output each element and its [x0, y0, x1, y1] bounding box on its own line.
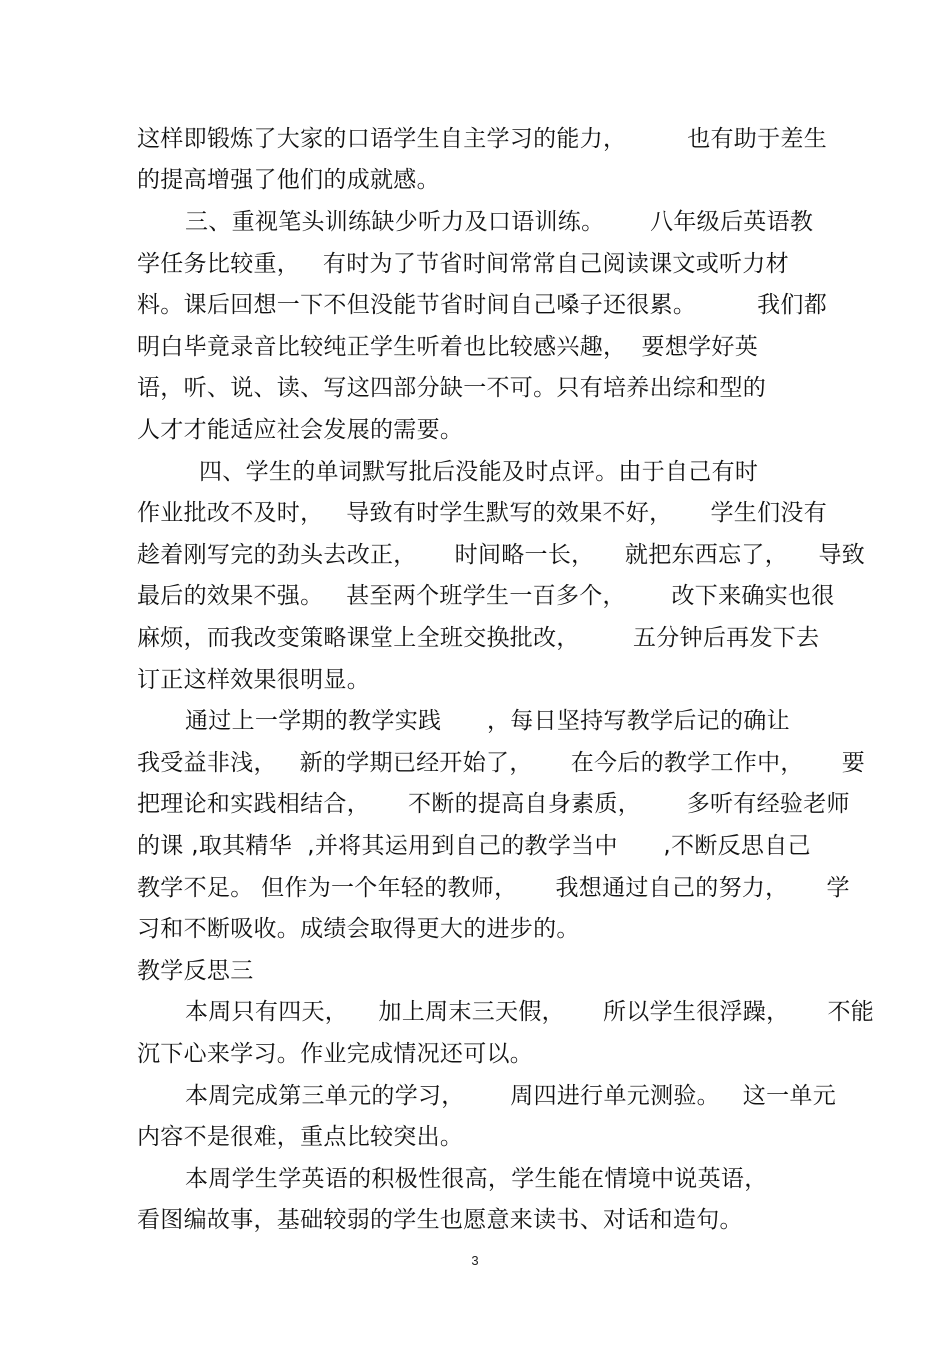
text-line: 人才才能适应社会发展的需要。	[137, 417, 464, 443]
text-line: 把理论和实践相结合， 不断的提高自身素质， 多听有经验老师	[137, 791, 850, 817]
text-line: 内容不是很难，重点比较突出。	[137, 1124, 464, 1150]
text-line: 沉下心来学习。作业完成情况还可以。	[137, 1041, 534, 1067]
text-line: 本周完成第三单元的学习， 周四进行单元测验。 这一单元	[185, 1083, 836, 1109]
text-line: 的提高增强了他们的成就感。	[137, 167, 440, 193]
text-line: 我受益非浅， 新的学期已经开始了， 在今后的教学工作中， 要	[137, 750, 866, 776]
text-line: 本周学生学英语的积极性很高，学生能在情境中说英语，	[185, 1166, 768, 1192]
text-line: 作业批改不及时， 导致有时学生默写的效果不好， 学生们没有	[137, 500, 827, 526]
page-number: 3	[471, 1253, 479, 1268]
text-line: 通过上一学期的教学实践 ，每日坚持写教学后记的确让	[185, 708, 790, 734]
text-line: 学任务比较重， 有时为了节省时间常常自己阅读课文或听力材	[137, 251, 789, 277]
text-line: 习和不断吸收。成绩会取得更大的进步的。	[137, 916, 580, 942]
text-line: 最后的效果不强。 甚至两个班学生一百多个， 改下来确实也很	[137, 583, 835, 609]
text-line: 订正这样效果很明显。	[137, 667, 370, 693]
text-line: 明白毕竟录音比较纯正学生听着也比较感兴趣， 要想学好英	[137, 334, 759, 360]
text-line: 料。课后回想一下不但没能节省时间自己嗓子还很累。 我们都	[137, 292, 827, 318]
text-line: 教学不足。 但作为一个年轻的教师， 我想通过自己的努力， 学	[137, 875, 850, 901]
text-line: 看图编故事，基础较弱的学生也愿意来读书、对话和造句。	[137, 1207, 743, 1233]
text-line: 这样即锻炼了大家的口语学生自主学习的能力， 也有助于差生	[137, 126, 827, 152]
text-line: 三、重视笔头训练缺少听力及口语训练。 八年级后英语教	[185, 209, 814, 235]
section-heading: 教学反思三	[137, 958, 254, 984]
text-line: 麻烦，而我改变策略课堂上全班交换批改， 五分钟后再发下去	[137, 625, 820, 651]
text-line: 四、学生的单词默写批后没能及时点评。由于自己有时	[199, 459, 759, 485]
text-line: 的课 ,取其精华 ,并将其运用到自己的教学当中 ,不断反思自己	[137, 833, 811, 859]
text-line: 本周只有四天， 加上周末三天假， 所以学生很浮躁， 不能	[185, 999, 875, 1025]
text-line: 趁着刚写完的劲头去改正， 时间略一长， 就把东西忘了， 导致	[137, 542, 866, 568]
text-line: 语，听、说、读、写这四部分缺一不可。只有培养出综和型的	[137, 375, 767, 401]
